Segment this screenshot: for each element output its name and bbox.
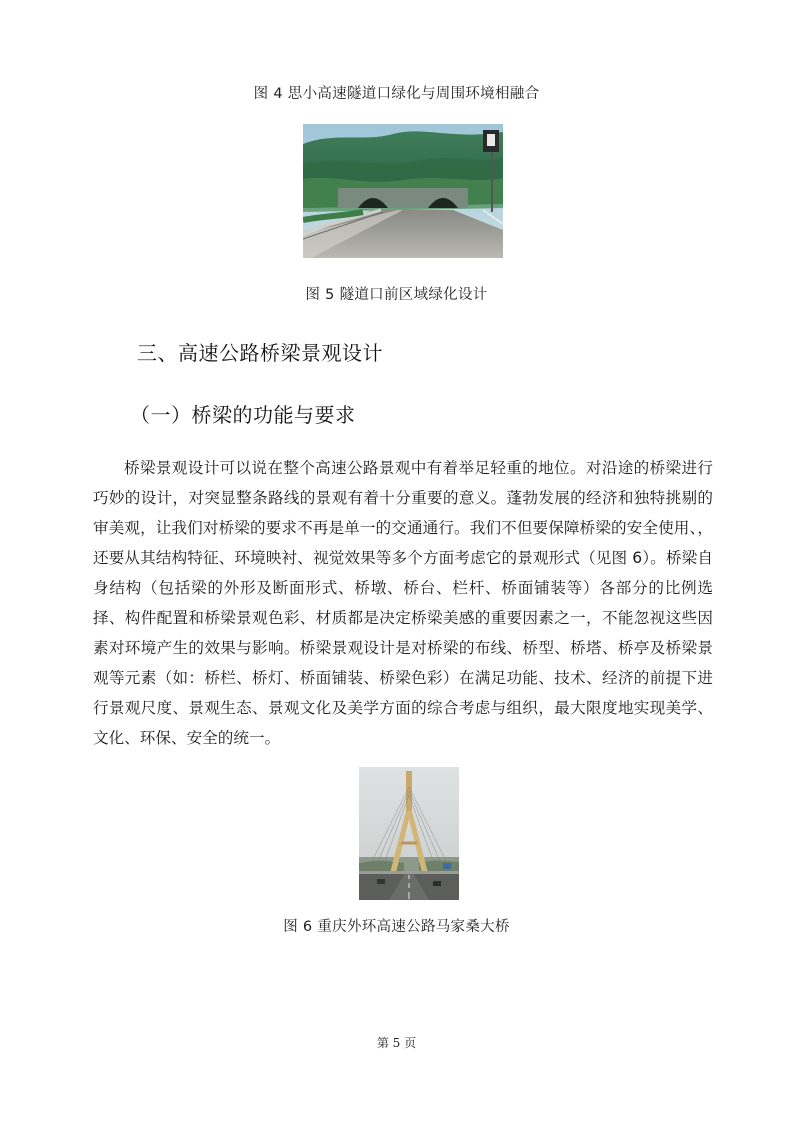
bridge-illustration (359, 767, 459, 900)
tunnel-illustration (303, 124, 503, 258)
page-number: 第 5 页 (376, 1036, 417, 1050)
bridge-photo (359, 767, 459, 900)
figure6-caption: 图 6 重庆外环高速公路马家桑大桥 (283, 919, 510, 935)
section-subheading: （一）桥梁的功能与要求 (130, 403, 356, 427)
figure5-caption: 图 5 隧道口前区域绿化设计 (305, 287, 488, 303)
figure4-caption: 图 4 思小高速隧道口绿化与周围环境相融合 (253, 86, 540, 102)
body-paragraph: 桥梁景观设计可以说在整个高速公路景观中有着举足轻重的地位。对沿途的桥梁进行巧妙的设计，对突显整条路线的景观有着十分重要的意义。蓬勃发展的经济和独特挑剔的审美观，让我们对桥梁的要求不再是单一的交通通行。我们不但要保障桥梁的安全使用、，还要从其结构特征、环境映衬、视觉效果等多个方面考虑它的景观形式（见图 6）。桥梁自身结构（包括梁的外形及断面形式、桥墩、桥台、栏杆、桥面铺装等）各部分的比例选择、构件配置和桥梁景观色彩、材质都是决定桥梁美感的重要因素之一，不能忽视这些因素对环境产生的效果与影响。桥梁景观设计是对桥梁的布线、桥型、桥塔、桥亭及桥梁景观等元素（如：桥栏、桥灯、桥面铺装、桥梁色彩）在满足功能、技术、经济的前提下进行景观尺度、景观生态、景观文化及美学方面的综合考虑与组织，最大限度地实现美学、文化、环保、安全的统一。 (93, 459, 713, 747)
tunnel-photo (303, 124, 503, 258)
section-heading: 三、高速公路桥梁景观设计 (137, 341, 383, 365)
